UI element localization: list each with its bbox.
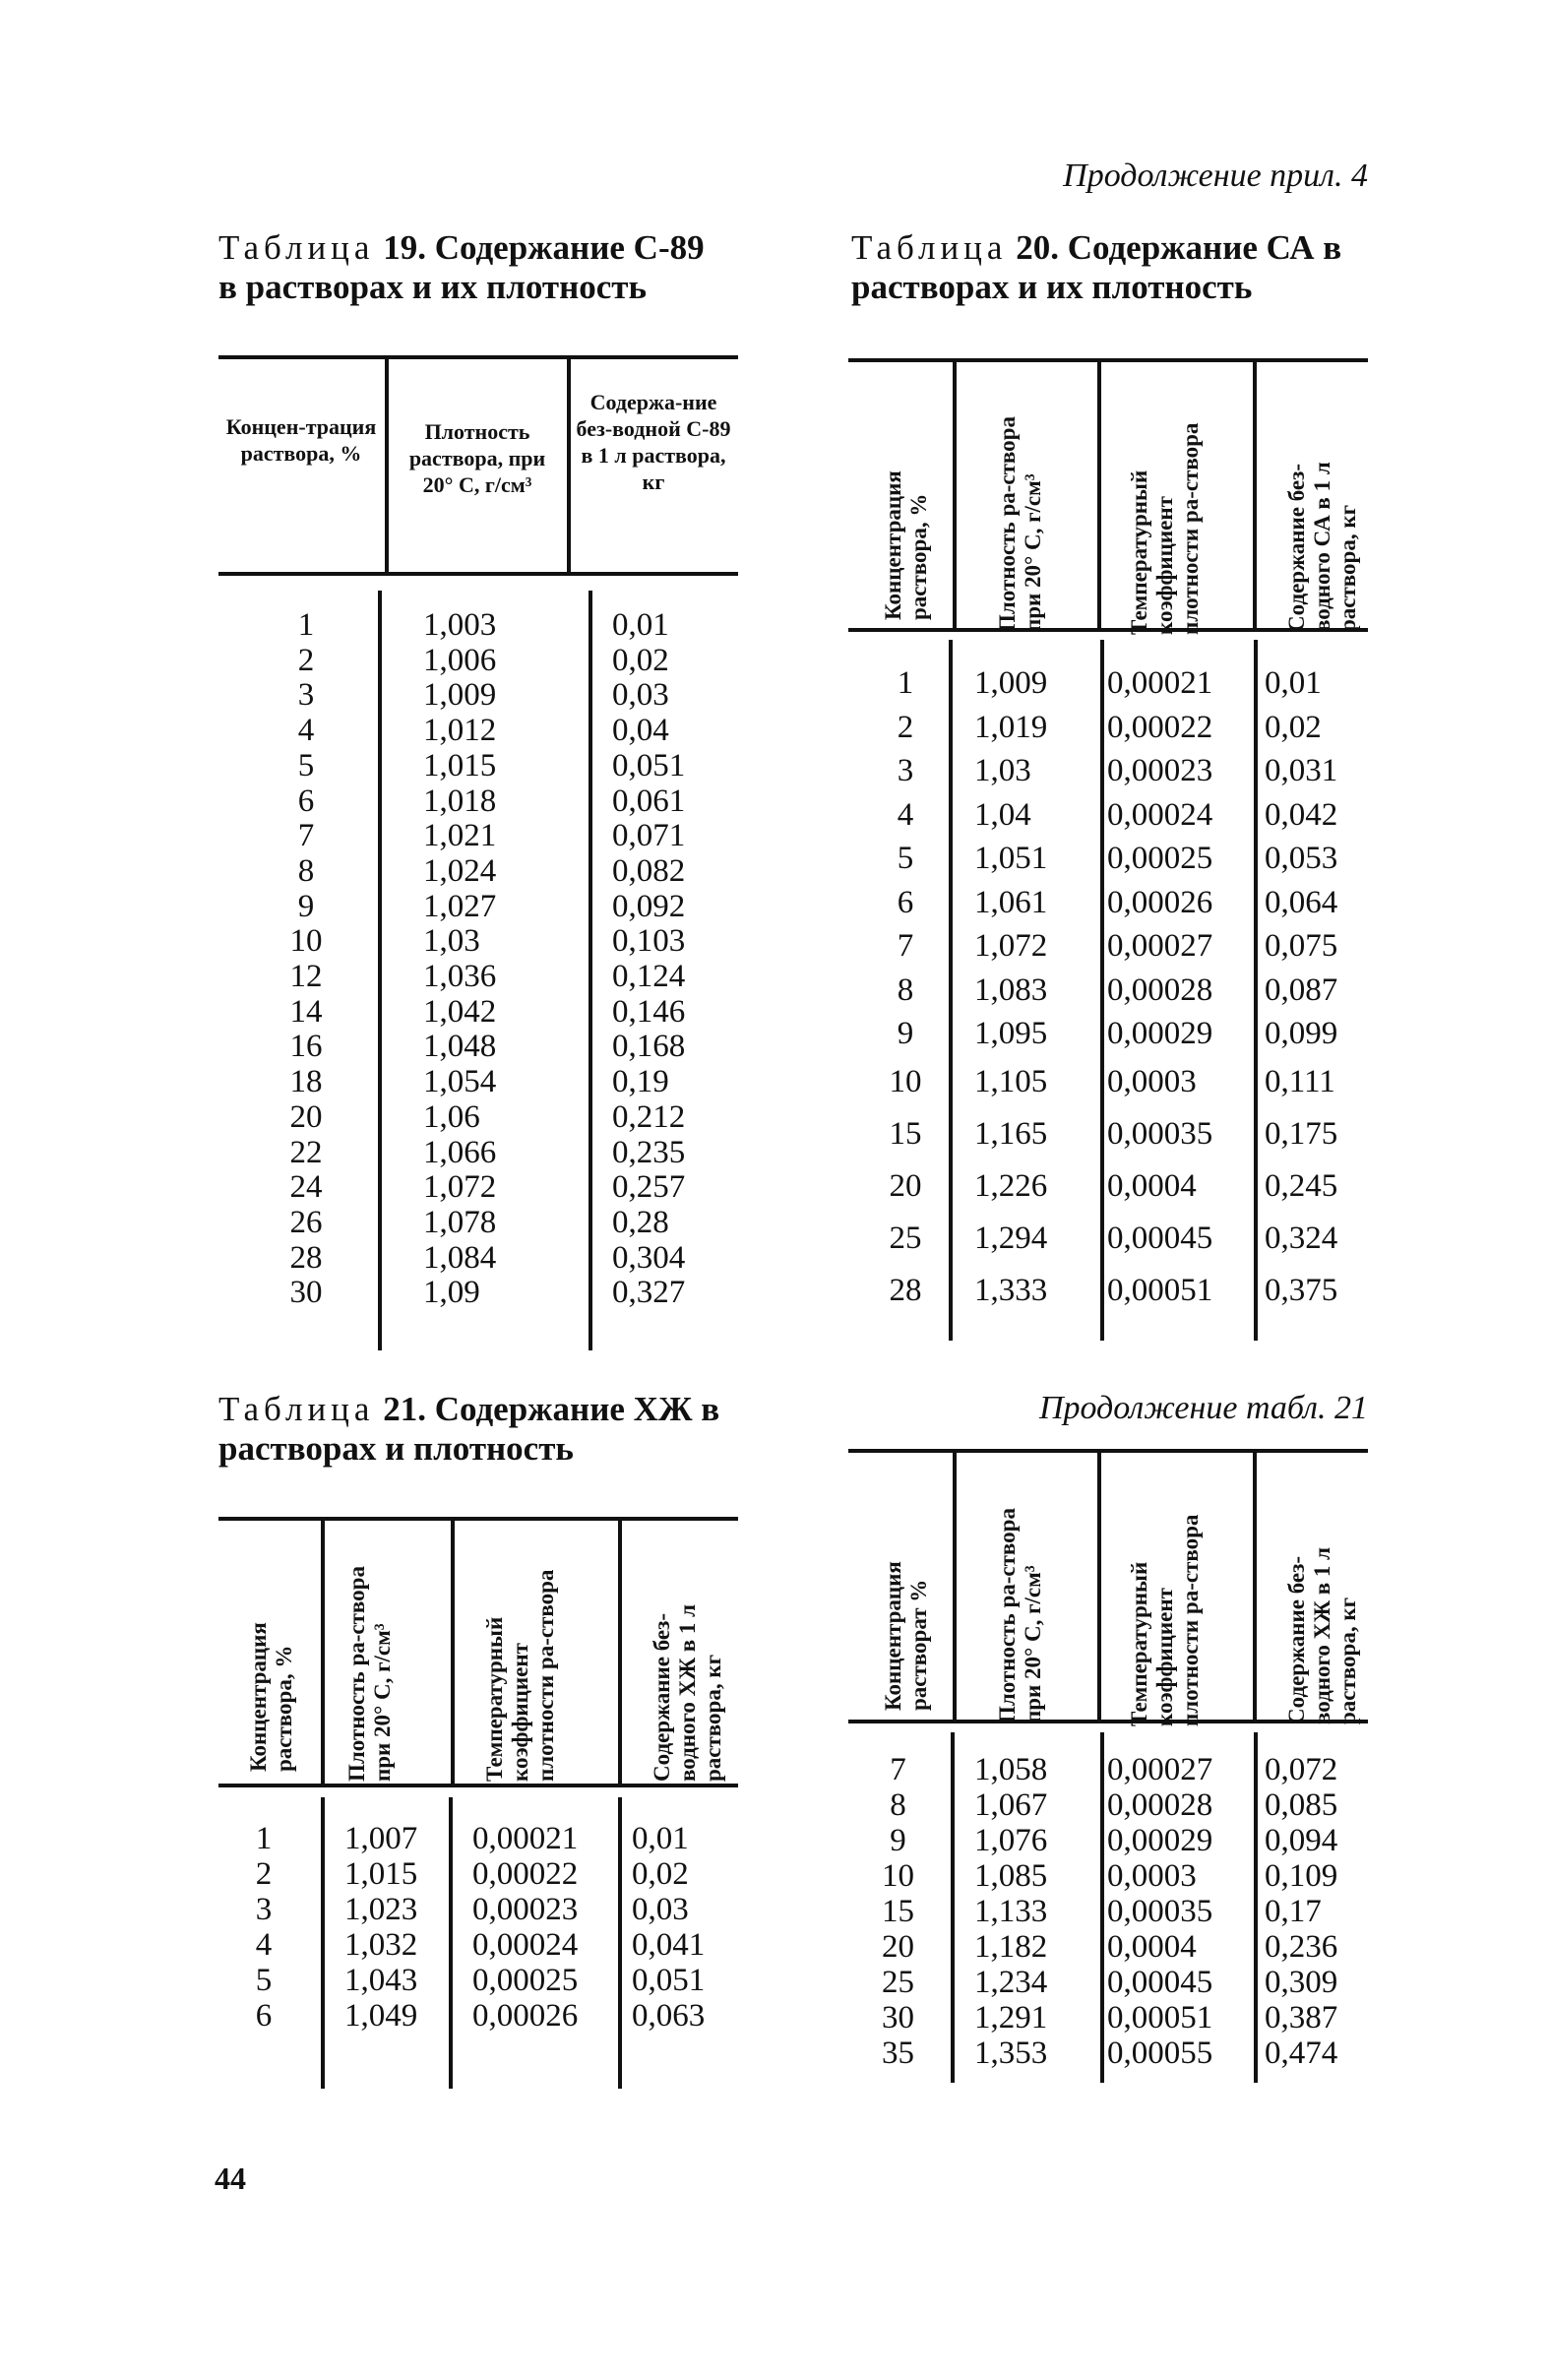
table21-cell-conc: 1 <box>255 1821 273 1856</box>
table20-cell-conc: 5 <box>897 841 914 876</box>
table19-col-content <box>612 608 730 1311</box>
table20-header-coef: Температурный коэффициент плотности ра-створа <box>1127 422 1203 635</box>
table20-cell-coef: 0,00023 <box>1107 753 1213 788</box>
table21cont-cell-content: 0,17 <box>1265 1894 1322 1929</box>
table21-cell-coef: 0,00022 <box>472 1856 579 1892</box>
table21-top-rule <box>218 1517 738 1521</box>
table20-cell-density: 1,019 <box>974 709 1048 745</box>
table20-title-prefix: Таблица <box>851 228 1008 267</box>
table19-header-conc: Концен-трация раствора, % <box>225 414 377 466</box>
table19-cell-content: 0,04 <box>612 713 669 749</box>
table19-cell-conc: 6 <box>297 783 315 819</box>
table21cont-cell-density: 1,291 <box>974 2000 1048 2036</box>
table20-cell-density: 1,095 <box>974 1016 1048 1051</box>
table19-cell-density: 1,012 <box>423 713 497 749</box>
table19-cell-content: 0,051 <box>612 747 686 783</box>
table20-cell-density: 1,03 <box>974 753 1031 788</box>
table20-cell-content: 0,175 <box>1265 1115 1338 1152</box>
table19-cell-density: 1,072 <box>423 1169 497 1206</box>
table19-cell-content: 0,304 <box>612 1239 686 1276</box>
table20-cell-conc: 2 <box>897 709 914 745</box>
table21cont-cell-content: 0,474 <box>1265 2036 1338 2071</box>
table21cont-cell-density: 1,182 <box>974 1929 1048 1965</box>
table21-cell-density: 1,043 <box>344 1963 418 1998</box>
table20-cell-coef: 0,0004 <box>1107 1167 1197 1204</box>
table19-cell-density: 1,09 <box>423 1275 480 1311</box>
table21cont-vline <box>1254 1732 1258 2083</box>
table21-cell-conc: 5 <box>255 1963 273 1998</box>
table21cont-col-coef <box>1107 1752 1250 2071</box>
table20-cell-coef: 0,00027 <box>1107 928 1213 964</box>
table21-cell-coef: 0,00025 <box>472 1963 579 1998</box>
table21cont-cell-coef: 0,00028 <box>1107 1787 1213 1823</box>
table21-header-rule <box>218 1784 738 1787</box>
table20-cell-content: 0,053 <box>1265 841 1338 876</box>
table21cont-header-coef: Температурный коэффициент плотности ра-створа <box>1127 1514 1203 1726</box>
table21-cell-conc: 2 <box>255 1856 273 1892</box>
table21-cell-density: 1,032 <box>344 1927 418 1963</box>
table19-cell-conc: 7 <box>297 818 315 854</box>
table21cont-cell-conc: 30 <box>882 2000 914 2036</box>
table19-cell-content: 0,124 <box>612 959 686 995</box>
table20-cell-density: 1,333 <box>974 1272 1048 1308</box>
table20-cell-conc: 28 <box>889 1272 922 1308</box>
table20-cell-content: 0,099 <box>1265 1016 1338 1051</box>
table19-cell-content: 0,28 <box>612 1204 669 1240</box>
table21cont-header-density: Плотность ра-створа при 20° С, г/см³ <box>995 1508 1045 1723</box>
table21-cell-density: 1,007 <box>344 1821 418 1856</box>
table19-cell-conc: 30 <box>289 1275 323 1311</box>
table21cont-cell-coef: 0,0003 <box>1107 1858 1197 1894</box>
table19-cell-content: 0,146 <box>612 993 686 1030</box>
table19-cell-conc: 10 <box>289 923 323 960</box>
table21-vline <box>618 1797 622 2089</box>
table20-col-density <box>974 661 1092 1317</box>
table21-cell-content: 0,01 <box>632 1821 689 1856</box>
table21cont-cell-conc: 15 <box>882 1894 914 1929</box>
table20-cell-coef: 0,00045 <box>1107 1220 1213 1256</box>
table20-cell-coef: 0,00022 <box>1107 709 1213 745</box>
page-number: 44 <box>215 2161 246 2196</box>
table19-cell-content: 0,02 <box>612 642 669 678</box>
table19-cell-conc: 28 <box>289 1239 323 1276</box>
table20-cell-density: 1,072 <box>974 928 1048 964</box>
table20-vline <box>1253 362 1257 628</box>
table21-cell-coef: 0,00023 <box>472 1892 579 1927</box>
table21cont-cell-coef: 0,00051 <box>1107 2000 1213 2036</box>
table20-cell-density: 1,009 <box>974 665 1048 701</box>
table19-cell-density: 1,078 <box>423 1204 497 1240</box>
table19-cell-conc: 9 <box>297 888 315 924</box>
table21cont-cell-coef: 0,00027 <box>1107 1752 1213 1787</box>
table19-cell-content: 0,071 <box>612 818 686 854</box>
table20-cell-density: 1,105 <box>974 1063 1048 1099</box>
table21cont-cell-content: 0,387 <box>1265 2000 1338 2036</box>
table21cont-cell-conc: 8 <box>890 1787 906 1823</box>
table21-cell-content: 0,02 <box>632 1856 689 1892</box>
table21cont-vline <box>1100 1732 1104 2083</box>
table21cont-cell-conc: 35 <box>882 2036 914 2071</box>
table19-cell-density: 1,036 <box>423 959 497 995</box>
table20-title-rest: 20. Содержание СА в растворах и их плотность <box>851 228 1342 306</box>
table19-cell-density: 1,018 <box>423 783 497 819</box>
table21-title <box>218 1390 730 1469</box>
table20-cell-coef: 0,00035 <box>1107 1115 1213 1152</box>
table21cont-cell-conc: 7 <box>890 1752 906 1787</box>
table21cont-vline <box>1253 1453 1257 1720</box>
table19-cell-conc: 14 <box>289 993 323 1030</box>
table19-title-rest: 19. Содержание С-89 в растворах и их плотность <box>218 228 705 306</box>
table21cont-title: Продолжение табл. 21 <box>1038 1390 1368 1426</box>
table21cont-cell-coef: 0,00035 <box>1107 1894 1213 1929</box>
table19-cell-conc: 20 <box>289 1098 323 1135</box>
table19-cell-content: 0,235 <box>612 1134 686 1170</box>
table19-cell-conc: 24 <box>289 1169 323 1206</box>
table21cont-col-density <box>974 1752 1092 2071</box>
table21-col-density <box>344 1821 453 2034</box>
table20-vline <box>1097 362 1101 628</box>
table21cont-cell-content: 0,094 <box>1265 1823 1338 1858</box>
table19-cell-density: 1,027 <box>423 888 497 924</box>
table20-cell-density: 1,226 <box>974 1167 1048 1204</box>
table19-cell-conc: 8 <box>297 852 315 889</box>
table19-cell-density: 1,048 <box>423 1029 497 1065</box>
table20-cell-conc: 7 <box>897 928 914 964</box>
table19-cell-conc: 4 <box>297 713 315 749</box>
table20-title <box>851 228 1363 307</box>
table21cont-cell-coef: 0,00029 <box>1107 1823 1213 1858</box>
table20-cell-content: 0,01 <box>1265 665 1322 701</box>
table19-cell-conc: 22 <box>289 1134 323 1170</box>
table21cont-col-conc <box>856 1752 940 2071</box>
table19-cell-density: 1,024 <box>423 852 497 889</box>
table20-cell-conc: 15 <box>889 1115 922 1152</box>
table19-title-prefix: Таблица <box>218 228 375 267</box>
table21-cell-conc: 6 <box>255 1998 273 2034</box>
table21-vline <box>321 1797 325 2089</box>
table20-cell-coef: 0,00021 <box>1107 665 1213 701</box>
table19-cell-density: 1,066 <box>423 1134 497 1170</box>
table20-cell-content: 0,02 <box>1265 709 1322 745</box>
table21cont-cell-density: 1,076 <box>974 1823 1048 1858</box>
table21cont-cell-density: 1,353 <box>974 2036 1048 2071</box>
table20-cell-coef: 0,00029 <box>1107 1016 1213 1051</box>
table19-header-density: Плотность раствора, при 20° С, г/см³ <box>408 419 546 497</box>
table21cont-cell-density: 1,058 <box>974 1752 1048 1787</box>
table20-cell-conc: 9 <box>897 1016 914 1051</box>
table20-col-coef <box>1107 661 1250 1317</box>
table19-cell-conc: 26 <box>289 1204 323 1240</box>
table20-vline <box>949 640 953 1341</box>
table20-cell-coef: 0,00024 <box>1107 796 1213 833</box>
table21-cell-conc: 3 <box>255 1892 273 1927</box>
table19-cell-conc: 2 <box>297 642 315 678</box>
table21cont-col-content <box>1265 1752 1363 2071</box>
table20-cell-conc: 10 <box>889 1063 922 1099</box>
page-header: Продолжение прил. 4 <box>1063 157 1368 194</box>
table19-cell-density: 1,021 <box>423 818 497 854</box>
table21-cell-conc: 4 <box>255 1927 273 1963</box>
table20-cell-density: 1,04 <box>974 796 1031 833</box>
table19-cell-content: 0,092 <box>612 888 686 924</box>
table21-header-coef: Температурный коэффициент плотности ра-створа <box>482 1569 558 1782</box>
table20-cell-density: 1,294 <box>974 1220 1048 1256</box>
table21cont-cell-conc: 25 <box>882 1965 914 2000</box>
table19-cell-content: 0,168 <box>612 1029 686 1065</box>
table19-cell-content: 0,061 <box>612 783 686 819</box>
table20-cell-coef: 0,00025 <box>1107 841 1213 876</box>
table21cont-cell-content: 0,109 <box>1265 1858 1338 1894</box>
table19-col-density <box>423 608 551 1311</box>
table20-vline <box>1100 640 1104 1341</box>
table20-vline <box>953 362 957 628</box>
table19-vline <box>385 359 389 572</box>
table20-cell-conc: 8 <box>897 971 914 1008</box>
table20-cell-content: 0,064 <box>1265 884 1338 920</box>
table19-cell-density: 1,042 <box>423 993 497 1030</box>
table21-cell-coef: 0,00024 <box>472 1927 579 1963</box>
table20-cell-content: 0,324 <box>1265 1220 1338 1256</box>
table20-cell-density: 1,051 <box>974 841 1048 876</box>
table21-col-coef <box>472 1821 615 2034</box>
table21cont-cell-content: 0,236 <box>1265 1929 1338 1965</box>
table21cont-cell-density: 1,133 <box>974 1894 1048 1929</box>
table21cont-cell-content: 0,309 <box>1265 1965 1338 2000</box>
table21cont-cell-density: 1,067 <box>974 1787 1048 1823</box>
table20-cell-conc: 6 <box>897 884 914 920</box>
table20-cell-density: 1,083 <box>974 971 1048 1008</box>
table21-vline <box>618 1521 622 1784</box>
table19-cell-conc: 1 <box>297 607 315 643</box>
table20-cell-content: 0,111 <box>1265 1063 1335 1099</box>
table19-cell-density: 1,003 <box>423 607 497 643</box>
table19-cell-content: 0,01 <box>612 607 669 643</box>
table19-cell-conc: 3 <box>297 677 315 714</box>
table20-cell-conc: 4 <box>897 796 914 833</box>
table21cont-vline <box>953 1453 957 1720</box>
table19-title <box>218 228 730 307</box>
table19-top-rule <box>218 355 738 359</box>
table20-col-content <box>1265 661 1363 1317</box>
table21cont-cell-density: 1,234 <box>974 1965 1048 2000</box>
table20-cell-coef: 0,00051 <box>1107 1272 1213 1308</box>
table21-title-rest: 21. Содержание ХЖ в растворах и плотность <box>218 1390 720 1468</box>
table19-vline <box>378 591 382 1350</box>
table19-cell-density: 1,054 <box>423 1064 497 1100</box>
table20-cell-conc: 25 <box>889 1220 922 1256</box>
table21-title-prefix: Таблица <box>218 1390 375 1428</box>
table19-cell-density: 1,009 <box>423 677 497 714</box>
table21-col-conc <box>224 1821 303 2034</box>
table20-top-rule <box>848 358 1368 362</box>
table20-cell-content: 0,075 <box>1265 928 1338 964</box>
table20-cell-coef: 0,0003 <box>1107 1063 1197 1099</box>
table21cont-cell-conc: 20 <box>882 1929 914 1965</box>
table20-cell-conc: 20 <box>889 1167 922 1204</box>
table19-cell-content: 0,327 <box>612 1275 686 1311</box>
table20-cell-conc: 3 <box>897 753 914 788</box>
table21cont-header-content: Содержание без-водного ХЖ в 1 л раствора, кг <box>1284 1546 1360 1724</box>
table21cont-cell-coef: 0,00045 <box>1107 1965 1213 2000</box>
table19-cell-density: 1,06 <box>423 1098 480 1135</box>
table19-cell-density: 1,084 <box>423 1239 497 1276</box>
table21-cell-density: 1,023 <box>344 1892 418 1927</box>
table19-vline <box>589 591 592 1350</box>
table21cont-cell-conc: 9 <box>890 1823 906 1858</box>
table20-cell-content: 0,375 <box>1265 1272 1338 1308</box>
table19-cell-density: 1,006 <box>423 642 497 678</box>
table20-cell-conc: 1 <box>897 665 914 701</box>
table20-cell-content: 0,031 <box>1265 753 1338 788</box>
table21cont-top-rule <box>848 1449 1368 1453</box>
table20-cell-coef: 0,00026 <box>1107 884 1213 920</box>
table20-col-conc <box>866 661 945 1317</box>
table19-cell-content: 0,212 <box>612 1098 686 1135</box>
table19-cell-density: 1,03 <box>423 923 480 960</box>
table21-col-content <box>632 1821 730 2034</box>
table19-cell-content: 0,19 <box>612 1064 669 1100</box>
table19-cell-content: 0,03 <box>612 677 669 714</box>
table20-cell-content: 0,042 <box>1265 796 1338 833</box>
table19-cell-content: 0,257 <box>612 1169 686 1206</box>
table19-col-conc <box>262 608 350 1311</box>
table19-cell-density: 1,015 <box>423 747 497 783</box>
table21cont-cell-density: 1,085 <box>974 1858 1048 1894</box>
table19-cell-content: 0,082 <box>612 852 686 889</box>
table20-cell-density: 1,061 <box>974 884 1048 920</box>
table20-header-content: Содержание без-водного СА в 1 л раствора, кг <box>1284 462 1360 632</box>
table21-cell-content: 0,063 <box>632 1998 706 2034</box>
table21-cell-density: 1,015 <box>344 1856 418 1892</box>
table20-header-density: Плотность ра-створа при 20° С, г/см³ <box>995 416 1045 632</box>
table20-vline <box>1254 640 1258 1341</box>
table20-cell-content: 0,245 <box>1265 1167 1338 1204</box>
table21cont-cell-conc: 10 <box>882 1858 914 1894</box>
table21-header-density: Плотность ра-створа при 20° С, г/см³ <box>344 1566 395 1782</box>
table19-cell-conc: 5 <box>297 747 315 783</box>
table21-cell-content: 0,03 <box>632 1892 689 1927</box>
table21-cell-content: 0,051 <box>632 1963 706 1998</box>
table20-header-conc: Концентрация раствора, % <box>881 470 931 620</box>
table19-cell-conc: 12 <box>289 959 323 995</box>
table21cont-vline <box>1097 1453 1101 1720</box>
table21cont-cell-content: 0,085 <box>1265 1787 1338 1823</box>
table20-cell-density: 1,165 <box>974 1115 1048 1152</box>
table19-header-content: Содержа-ние без-водной С-89 в 1 л раствора, кг <box>576 390 731 494</box>
table21cont-vline <box>951 1732 955 2083</box>
table20-cell-content: 0,087 <box>1265 971 1338 1008</box>
table21-vline <box>451 1521 455 1784</box>
table21-cell-coef: 0,00021 <box>472 1821 579 1856</box>
table21cont-cell-content: 0,072 <box>1265 1752 1338 1787</box>
table21cont-cell-coef: 0,0004 <box>1107 1929 1197 1965</box>
table19-header-rule <box>218 572 738 576</box>
table21-cell-coef: 0,00026 <box>472 1998 579 2034</box>
table20-cell-coef: 0,00028 <box>1107 971 1213 1008</box>
table21-cell-content: 0,041 <box>632 1927 706 1963</box>
table19-cell-conc: 18 <box>289 1064 323 1100</box>
table19-cell-conc: 16 <box>289 1029 323 1065</box>
table21cont-header-conc: Концентрация растворат % <box>881 1561 931 1711</box>
table21-cell-density: 1,049 <box>344 1998 418 2034</box>
table19-vline <box>567 359 571 572</box>
table21-vline <box>321 1521 325 1784</box>
table19-cell-content: 0,103 <box>612 923 686 960</box>
table21-header-content: Содержание без-водного ХЖ в 1 л раствора, кг <box>650 1603 725 1782</box>
table21cont-cell-coef: 0,00055 <box>1107 2036 1213 2071</box>
table21-header-conc: Концентрация раствора, % <box>246 1622 296 1772</box>
